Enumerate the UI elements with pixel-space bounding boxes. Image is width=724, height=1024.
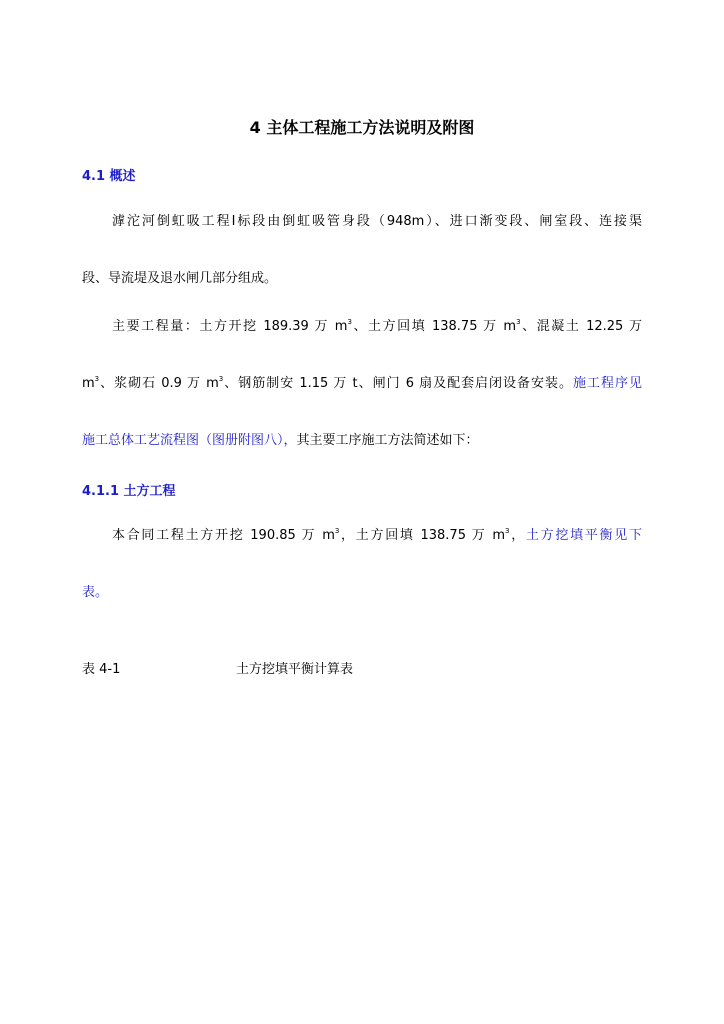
process-flowchart-link[interactable]: 施工总体工艺流程图（图册附图八）， — [82, 433, 297, 448]
text-run: ， — [509, 528, 526, 543]
section-title: 4 主体工程施工方法说明及附图 — [249, 118, 475, 137]
quantities-paragraph-line-1 — [112, 317, 642, 337]
text-run: 主要工程量：土方开挖 189.39 万 m — [112, 319, 348, 334]
overview-paragraph-line-2: 段、导流堤及退水闸几部分组成。 — [82, 271, 278, 286]
superscript-3: 3 — [505, 527, 510, 535]
process-reference-link[interactable]: 施工程序见 — [573, 376, 642, 391]
text-run: m — [82, 376, 95, 391]
superscript-3: 3 — [516, 318, 521, 326]
text-run: 、混凝土 12.25 万 — [520, 319, 642, 334]
superscript-3: 3 — [94, 375, 100, 383]
table-caption-title: 土方挖填平衡计算表 — [236, 662, 354, 677]
text-run: ，土方回填 138.75 万 m — [339, 528, 506, 543]
text-run: 、钢筋制安 1.15 万 t、闸门 6 扇及配套启闭设备安装。 — [223, 376, 573, 391]
superscript-3: 3 — [347, 318, 352, 326]
text-run: 本合同工程土方开挖 190.85 万 m — [112, 528, 335, 543]
heading-4-1: 4.1 概述 — [82, 169, 136, 184]
overview-paragraph-line-1: 滹沱河倒虹吸工程Ⅰ标段由倒虹吸管身段（948m）、进口渐变段、闸室段、连接渠 — [112, 214, 642, 229]
superscript-3: 3 — [218, 375, 224, 383]
table-caption-number: 表 4-1 — [82, 662, 121, 677]
earthwork-paragraph-line-2 — [82, 583, 642, 603]
heading-4-1-1: 4.1.1 土方工程 — [82, 484, 176, 499]
superscript-3: 3 — [334, 527, 340, 535]
quantities-paragraph-line-3 — [82, 431, 642, 451]
text-run: 其主要工序施工方法简述如下： — [296, 433, 479, 448]
text-run: 、浆砌石 0.9 万 m — [99, 376, 219, 391]
earthwork-paragraph-line-1 — [112, 526, 642, 546]
balance-table-link-end[interactable]: 表。 — [82, 585, 109, 600]
quantities-paragraph-line-2 — [82, 374, 642, 394]
balance-table-link[interactable]: 土方挖填平衡见下 — [525, 528, 642, 543]
text-run: 、土方回填 138.75 万 m — [351, 319, 517, 334]
